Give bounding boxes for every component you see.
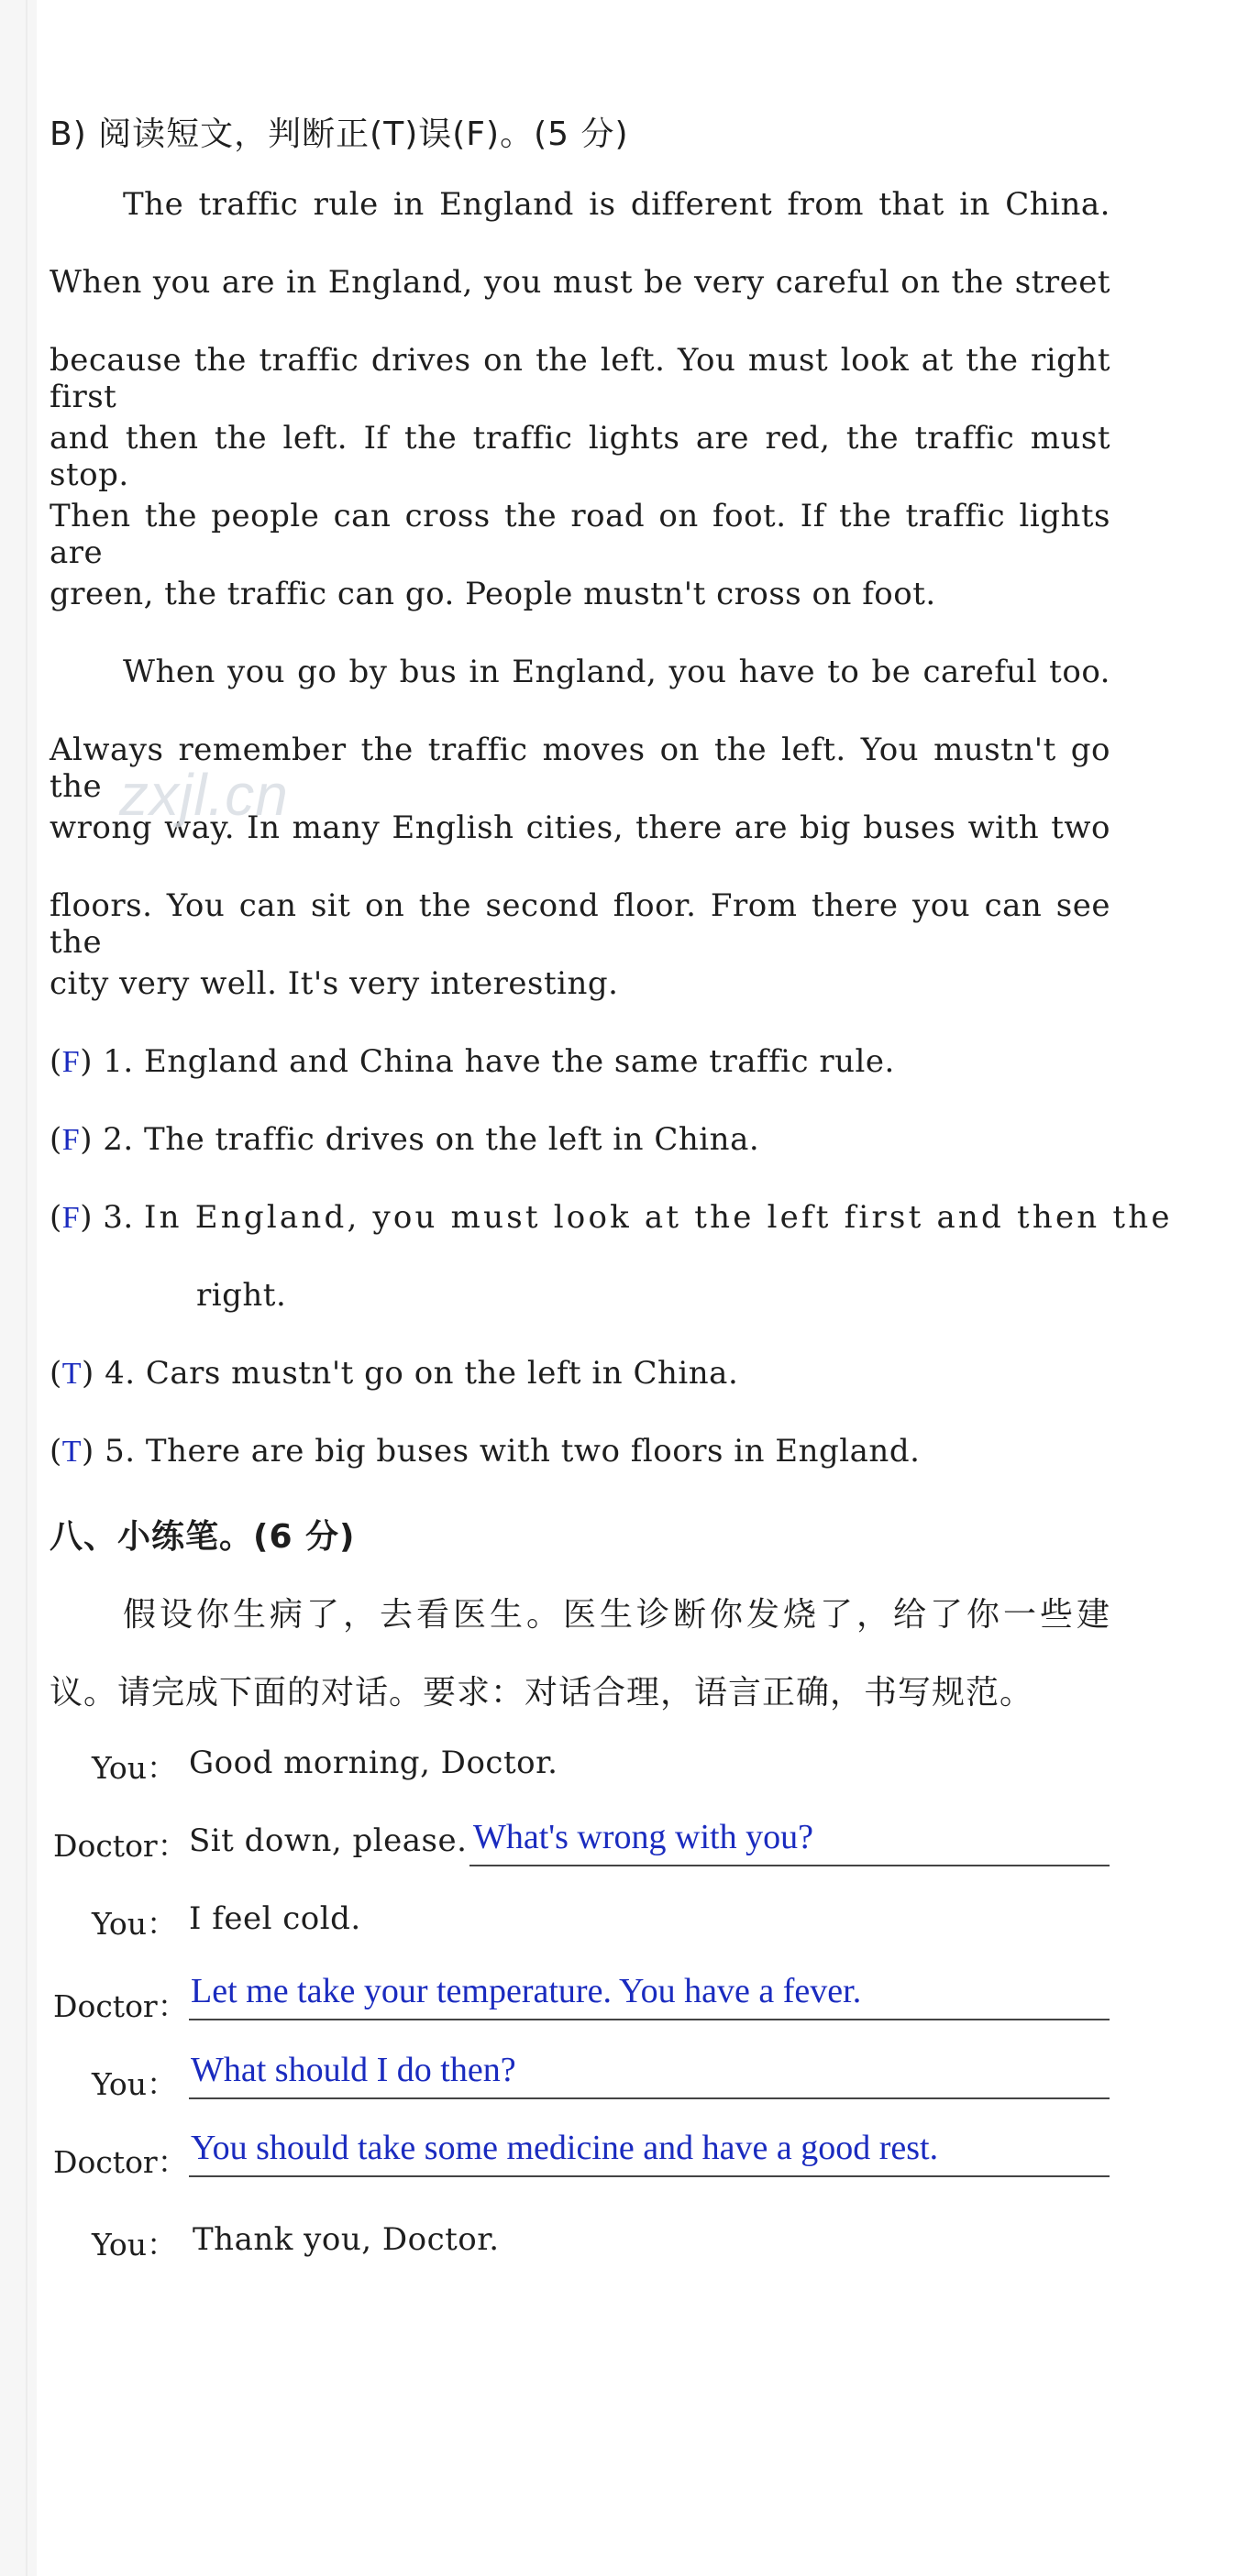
dialogue-text: Thank you, Doctor.	[193, 2221, 500, 2258]
answer-blank	[469, 1865, 1110, 1866]
answer-blank	[189, 2097, 1110, 2099]
question-number: 5.	[105, 1433, 136, 1470]
question-1: (F) 1. England and China have the same traffic rule.	[50, 1043, 895, 1080]
question-number: 4.	[105, 1355, 136, 1392]
speaker-you: You：	[92, 2066, 178, 2102]
answer-mark: F	[61, 1123, 81, 1157]
question-4: (T) 4. Cars mustn't go on the left in China.	[50, 1355, 739, 1392]
dialogue-text: Sit down, please.	[189, 1822, 468, 1859]
answer-mark: F	[61, 1201, 81, 1235]
dialogue-text: I feel cold.	[189, 1900, 361, 1937]
para1-line-1: The traffic rule in England is different from that in China.	[123, 186, 1110, 223]
question-text: In England, you must look at the left first and then the	[144, 1199, 1173, 1236]
answer-blank	[189, 2175, 1110, 2177]
para1-line-4: and then the left. If the traffic lights are red, the traffic must stop.	[50, 420, 1110, 493]
section-8-heading: 八、小练笔。(6 分)	[50, 1518, 356, 1556]
para2-line-4: floors. You can sit on the second floor. From there you can see the	[50, 887, 1110, 961]
question-3: (F) 3. In England, you must look at the left first and then the	[50, 1199, 1173, 1236]
question-text: The traffic drives on the left in China.	[144, 1121, 760, 1158]
para1-line-3: because the traffic drives on the left. You must look at the right first	[50, 342, 1110, 415]
question-3-continuation: right.	[196, 1277, 287, 1314]
instructions-line-2: 议。请完成下面的对话。要求：对话合理，语言正确，书写规范。	[50, 1674, 1034, 1712]
question-text: There are big buses with two floors in England.	[145, 1433, 921, 1470]
para1-line-5: Then the people can cross the road on foot. If the traffic lights are	[50, 498, 1110, 571]
speaker-you: You：	[92, 1906, 178, 1942]
question-text: Cars mustn't go on the left in China.	[145, 1355, 739, 1392]
page-edge-shadow	[0, 0, 37, 2576]
question-number: 1.	[103, 1043, 134, 1080]
para2-line-1: When you go by bus in England, you have to be careful too.	[123, 654, 1110, 690]
question-2: (F) 2. The traffic drives on the left in China.	[50, 1121, 760, 1158]
para1-line-2: When you are in England, you must be very careful on the street	[50, 264, 1110, 301]
section-b-heading: B) 阅读短文，判断正(T)误(F)。(5 分)	[50, 116, 629, 153]
answer-mark: T	[61, 1435, 83, 1469]
question-5: (T) 5. There are big buses with two floors in England.	[50, 1433, 921, 1470]
answer-mark: F	[61, 1045, 81, 1079]
instructions-line-1: 假设你生病了，去看医生。医生诊断你发烧了，给了你一些建	[123, 1596, 1110, 1634]
speaker-you: You：	[92, 2227, 178, 2262]
speaker-doctor: Doctor：	[53, 1828, 188, 1864]
speaker-doctor: Doctor：	[53, 1988, 188, 2024]
speaker-you: You：	[92, 1750, 178, 1786]
handwritten-answer: What's wrong with you?	[473, 1818, 813, 1856]
answer-mark: T	[61, 1357, 83, 1391]
para2-line-2: Always remember the traffic moves on the left. You mustn't go the	[50, 732, 1110, 805]
handwritten-answer: What should I do then?	[191, 2051, 516, 2089]
para2-line-5: city very well. It's very interesting.	[50, 965, 619, 1002]
para2-line-3: wrong way. In many English cities, there are big buses with two	[50, 809, 1110, 846]
question-number: 3.	[103, 1199, 134, 1236]
page-edge-line	[26, 0, 28, 2576]
handwritten-answer: Let me take your temperature. You have a fever.	[191, 1972, 862, 2010]
question-text: England and China have the same traffic rule.	[144, 1043, 895, 1080]
dialogue-text: Good morning, Doctor.	[189, 1745, 558, 1781]
answer-blank	[189, 2019, 1110, 2020]
watermark-logo: zxjl.cn	[119, 762, 289, 828]
speaker-doctor: Doctor：	[53, 2144, 188, 2180]
question-number: 2.	[103, 1121, 134, 1158]
para1-line-6: green, the traffic can go. People mustn't cross on foot.	[50, 576, 936, 612]
handwritten-answer: You should take some medicine and have a good rest.	[191, 2129, 939, 2167]
